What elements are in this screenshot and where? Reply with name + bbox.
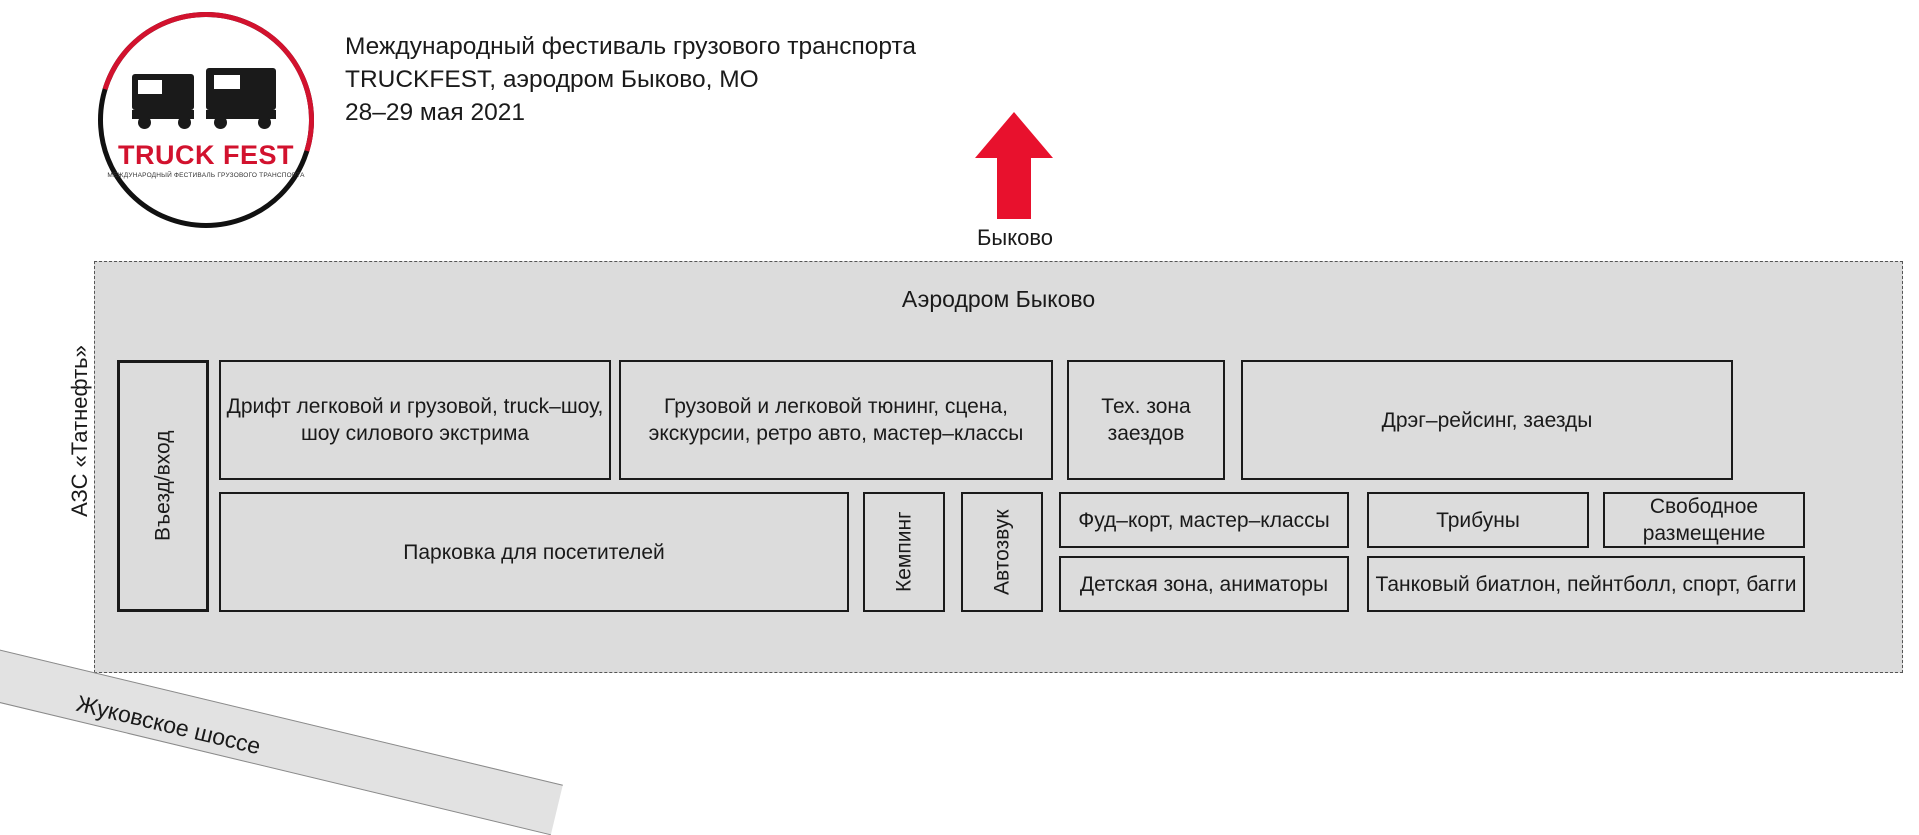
highway-label: Жуковское шоссе [73, 690, 264, 760]
zone-kids[interactable]: Детская зона, аниматоры [1059, 556, 1349, 612]
zone-autosound[interactable]: Автозвук [961, 492, 1043, 612]
truckfest-logo [98, 12, 320, 234]
zone-drift-show[interactable]: Дрифт легковой и грузовой, truck–шоу, шоу силового экстрима [219, 360, 611, 480]
direction-arrow-label: Быково [976, 225, 1054, 250]
gas-station-label: АЗС «Татнефть» [67, 345, 92, 517]
zone-tank-biathlon[interactable]: Танковый биатлон, пейнтболл, спорт, багги [1367, 556, 1805, 612]
zone-drag-racing[interactable]: Дрэг–рейсинг, заезды [1241, 360, 1733, 480]
logo-tagline: МЕЖДУНАРОДНЫЙ ФЕСТИВАЛЬ ГРУЗОВОГО ТРАНСПОРТА [107, 172, 305, 179]
zone-tuning-stage[interactable]: Грузовой и легковой тюнинг, сцена, экскурсии, ретро авто, мастер–классы [619, 360, 1053, 480]
zone-entrance[interactable]: Въезд/вход [117, 360, 209, 612]
event-title-line2: TRUCKFEST, аэродром Быково, МО [345, 66, 759, 93]
logo-ring-accent [60, 0, 352, 266]
zone-food-court[interactable]: Фуд–корт, мастер–классы [1059, 492, 1349, 548]
zone-tribunes[interactable]: Трибуны [1367, 492, 1589, 548]
map-title: Аэродром Быково [901, 286, 1096, 312]
logo-wordmark: TRUCK FEST [118, 140, 294, 170]
event-title-line1: Международный фестиваль грузового транспорта [345, 33, 917, 60]
event-dates: 28–29 мая 2021 [345, 99, 525, 126]
logo-trucks-icon [128, 64, 284, 126]
zone-camping[interactable]: Кемпинг [863, 492, 945, 612]
zone-parking[interactable]: Парковка для посетителей [219, 492, 849, 612]
zone-free-placement[interactable]: Свободное размещение [1603, 492, 1805, 548]
airfield-map [94, 261, 1903, 673]
direction-arrow-icon [975, 112, 1053, 219]
event-header [345, 30, 916, 129]
zone-tech[interactable]: Тех. зона заездов [1067, 360, 1225, 480]
